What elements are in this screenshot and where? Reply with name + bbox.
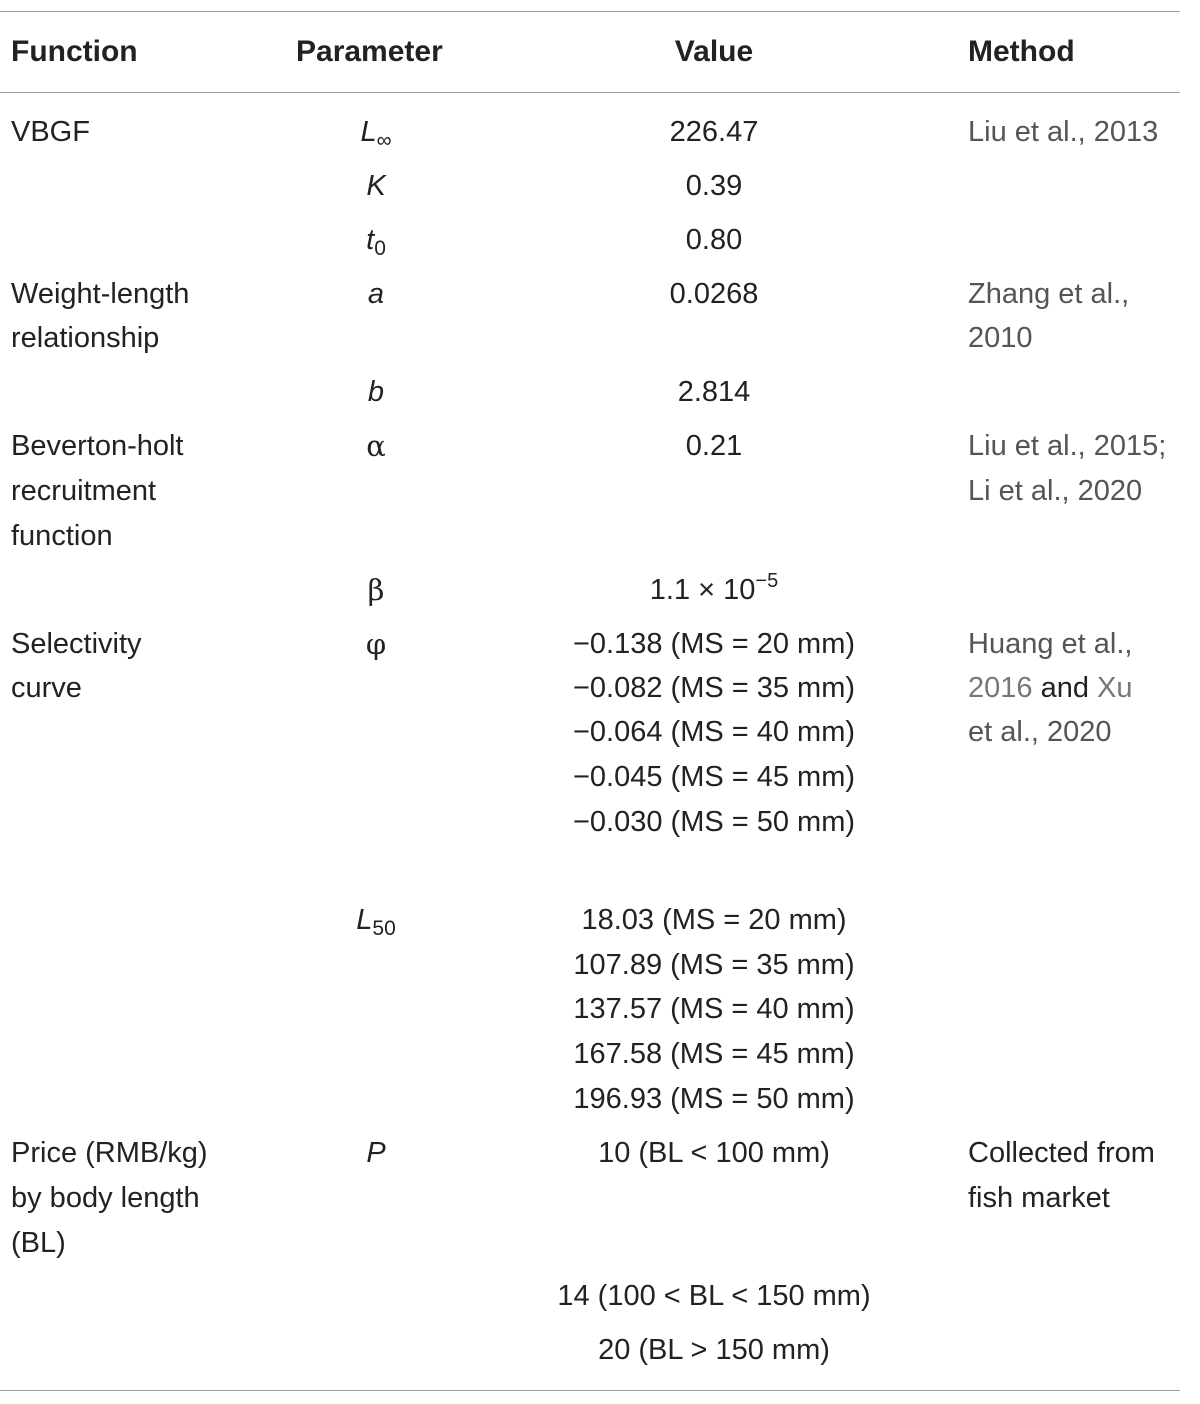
param-t0 bbox=[296, 218, 456, 262]
param-l50-sub: 50 bbox=[372, 917, 396, 940]
method-beverton-line1: Liu et al., 2015; bbox=[968, 430, 1167, 462]
header-parameter: Parameter bbox=[296, 35, 443, 68]
function-beverton-line2: recruitment bbox=[11, 475, 157, 507]
param-a: a bbox=[367, 278, 385, 310]
function-price-line1: Price (RMB/kg) bbox=[11, 1137, 208, 1169]
method-price-line2: fish market bbox=[968, 1182, 1110, 1214]
function-selectivity-line1: Selectivity bbox=[11, 628, 142, 660]
value-l50-1: 18.03 (MS = 20 mm) bbox=[581, 904, 847, 936]
value-price-1: 10 (BL < 100 mm) bbox=[598, 1137, 830, 1169]
value-l50-2: 107.89 (MS = 35 mm) bbox=[573, 949, 855, 981]
value-price-3: 20 (BL > 150 mm) bbox=[598, 1334, 830, 1366]
function-weight-length-line2: relationship bbox=[11, 322, 160, 354]
param-l-infinity-sub: ∞ bbox=[376, 129, 392, 152]
param-beta: β bbox=[367, 573, 385, 607]
function-beverton-line3: function bbox=[11, 520, 113, 552]
function-vbgf: VBGF bbox=[11, 116, 90, 148]
table-top-rule bbox=[0, 11, 1180, 12]
method-selectivity-and: and bbox=[1032, 672, 1098, 704]
value-price-2: 14 (100 < BL < 150 mm) bbox=[557, 1280, 871, 1312]
value-t0: 0.80 bbox=[685, 224, 743, 256]
method-weight-length-line1: Zhang et al., bbox=[968, 278, 1130, 310]
value-l-infinity: 226.47 bbox=[669, 116, 759, 148]
value-beta-base: 1.1 × 10 bbox=[649, 574, 756, 606]
param-k: K bbox=[366, 170, 386, 202]
method-beverton-line2: Li et al., 2020 bbox=[968, 475, 1143, 507]
header-method: Method bbox=[968, 35, 1075, 68]
function-selectivity-line2: curve bbox=[11, 672, 82, 704]
param-t0-sub: 0 bbox=[374, 237, 386, 260]
value-alpha: 0.21 bbox=[685, 430, 743, 462]
value-phi-5: −0.030 (MS = 50 mm) bbox=[572, 806, 856, 838]
value-a: 0.0268 bbox=[669, 278, 759, 310]
param-phi: φ bbox=[365, 627, 387, 661]
param-alpha: α bbox=[366, 429, 386, 463]
function-weight-length-line1: Weight-length bbox=[11, 278, 190, 310]
value-b: 2.814 bbox=[677, 376, 751, 408]
param-l50 bbox=[296, 898, 456, 942]
value-l50-5: 196.93 (MS = 50 mm) bbox=[573, 1083, 855, 1115]
method-price-line1: Collected from bbox=[968, 1137, 1155, 1169]
method-selectivity-cite-xu: Xu bbox=[1097, 672, 1133, 704]
method-selectivity-line3: et al., 2020 bbox=[968, 716, 1112, 748]
function-price-line3: (BL) bbox=[11, 1227, 66, 1259]
header-function: Function bbox=[11, 35, 138, 68]
value-l50-3: 137.57 (MS = 40 mm) bbox=[573, 993, 855, 1025]
param-l-infinity bbox=[296, 110, 456, 154]
header-value: Value bbox=[674, 35, 754, 68]
value-phi-2: −0.082 (MS = 35 mm) bbox=[572, 672, 856, 704]
function-price-line2: by body length bbox=[11, 1182, 200, 1214]
param-t0-symbol: t bbox=[366, 224, 375, 256]
param-p: P bbox=[366, 1137, 386, 1169]
table-header-rule bbox=[0, 92, 1180, 93]
value-phi-4: −0.045 (MS = 45 mm) bbox=[572, 761, 856, 793]
value-phi-3: −0.064 (MS = 40 mm) bbox=[572, 716, 856, 748]
value-phi-1: −0.138 (MS = 20 mm) bbox=[572, 628, 856, 660]
value-l50-4: 167.58 (MS = 45 mm) bbox=[573, 1038, 855, 1070]
param-b: b bbox=[367, 376, 385, 408]
method-selectivity-cite-huang-year: 2016 bbox=[968, 672, 1033, 704]
function-beverton-line1: Beverton-holt bbox=[11, 430, 184, 462]
param-l50-symbol: L bbox=[356, 904, 373, 936]
value-beta-exponent: −5 bbox=[755, 570, 779, 592]
value-k: 0.39 bbox=[685, 170, 743, 202]
method-vbgf: Liu et al., 2013 bbox=[968, 116, 1159, 148]
method-selectivity-line1: Huang et al., bbox=[968, 628, 1133, 660]
table-bottom-rule bbox=[0, 1390, 1180, 1391]
param-l-infinity-symbol: L bbox=[360, 116, 377, 148]
value-beta bbox=[500, 568, 928, 612]
method-selectivity-line2 bbox=[968, 666, 1133, 710]
method-weight-length-line2: 2010 bbox=[968, 322, 1033, 354]
